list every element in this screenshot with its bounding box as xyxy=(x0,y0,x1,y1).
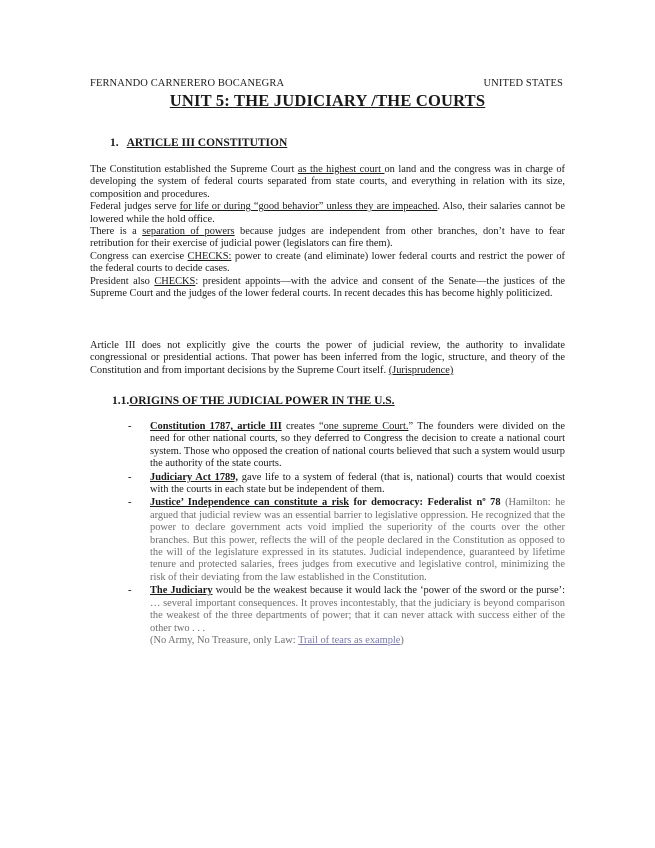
list-dash: - xyxy=(128,497,132,509)
section-number: 1. xyxy=(110,137,119,149)
highlight-separation: separation of powers xyxy=(142,226,235,238)
subsection-number: 1.1. xyxy=(112,395,130,407)
author-name: FERNANDO CARNERERO BOCANEGRA xyxy=(90,78,285,89)
paragraph-separation-of-powers: There is a separation of powers because judges are independent from other branches, don’t have to fear retribution for their exercise of judicial power (legislators can fire them). xyxy=(90,226,566,250)
list-item: - The Judiciary would be the weakest because it would lack the ‘power of the sword or the purse’: … several important consequences. It proves incontestably, that the judiciary is beyond comparison the weakest of the three departments of power; that it can never attack with success either of the other two . . . (No Army, No Treasure, only Law: Trail of tears as example) xyxy=(128,585,566,646)
paragraph-judicial-review: Article III does not explicitly give the courts the power of judicial review, the authority to invalidate congressional or presidential actions. That power has been inferred from the logic, structure, and theory of the Constitution and from important decisions by the Supreme Court itself. (Jurisprudence) xyxy=(90,340,565,376)
highlight-jurisprudence: (Jurisprudence) xyxy=(388,364,454,376)
list-dash: - xyxy=(128,471,132,483)
highlight-good-behavior: for life or during “good behavior” unless they are impeached xyxy=(179,201,438,213)
section-title: ARTICLE III CONSTITUTION xyxy=(126,137,288,149)
subsection-heading-origins xyxy=(112,395,395,407)
paragraph-supreme-court: The Constitution established the Supreme Court as the highest court on land and the congress was in charge of developing the system of federal courts separated from state courts, and everything in relation with its size, composition and procedures. xyxy=(90,164,566,200)
paragraph-federal-judges: Federal judges serve for life or during “good behavior” unless they are impeached. Also, their salaries cannot be lowered while the hold office. xyxy=(90,201,565,225)
subsection-title: ORIGINS OF THE JUDICIAL POWER IN THE U.S. xyxy=(129,395,395,407)
section-body xyxy=(90,164,565,300)
list-item: - Judiciary Act 1789, gave life to a system of federal (that is, national) courts that would coexist with the courts in each state but be independent of them. xyxy=(128,471,566,496)
paragraph-president-checks: President also CHECKS: president appoints—with the advice and consent of the Senate—the justices of the Supreme Court and the judges of the lower federal courts. In recent decades this has become highly politicized. xyxy=(90,275,566,300)
list-item: - Justice’ Independence can constitute a risk for democracy: Federalist nº 78 (Hamilton: he argued that judicial review was an essential barrier to legislative oppression. He recognized that the power to declare government acts void implied the superiority of the courts over the other branches. But this power, reflects the will of the people declared in the Constitution as opposed to the will of the legislature expressed in its statutes. Judicial independence, guaranteed by lifetime tenure and protected salaries, frees judges from executive and legislative control, minimizing the risk of their deviating from the law established in the Constitution. xyxy=(128,497,565,583)
origins-list xyxy=(128,421,565,648)
list-dash: - xyxy=(128,585,132,597)
list-dash: - xyxy=(128,421,132,432)
page-header xyxy=(90,78,563,89)
highlight-checks-president: CHECKS xyxy=(154,275,196,287)
list-item: - Constitution 1787, article III creates “one supreme Court.” The founders were divided on the need for other national courts, so they deferred to Congress the decision to create a national court system. Those who opposed the creation of national courts believed that such a system would usurp the authority of the state courts. xyxy=(128,421,565,470)
highlight-highest-court: as the highest court xyxy=(297,164,385,175)
trail-of-tears-link[interactable]: Trail of tears as example xyxy=(298,634,401,646)
paragraph-congress-checks: Congress can exercise CHECKS: power to create (and eliminate) lower federal courts and restrict the power of the federal courts to decide cases. xyxy=(90,250,566,275)
section-heading-article-iii xyxy=(110,137,287,149)
highlight-checks-congress: CHECKS: xyxy=(187,250,232,262)
country-label: UNITED STATES xyxy=(483,78,563,89)
page-title: UNIT 5: THE JUDICIARY /THE COURTS xyxy=(169,91,486,110)
